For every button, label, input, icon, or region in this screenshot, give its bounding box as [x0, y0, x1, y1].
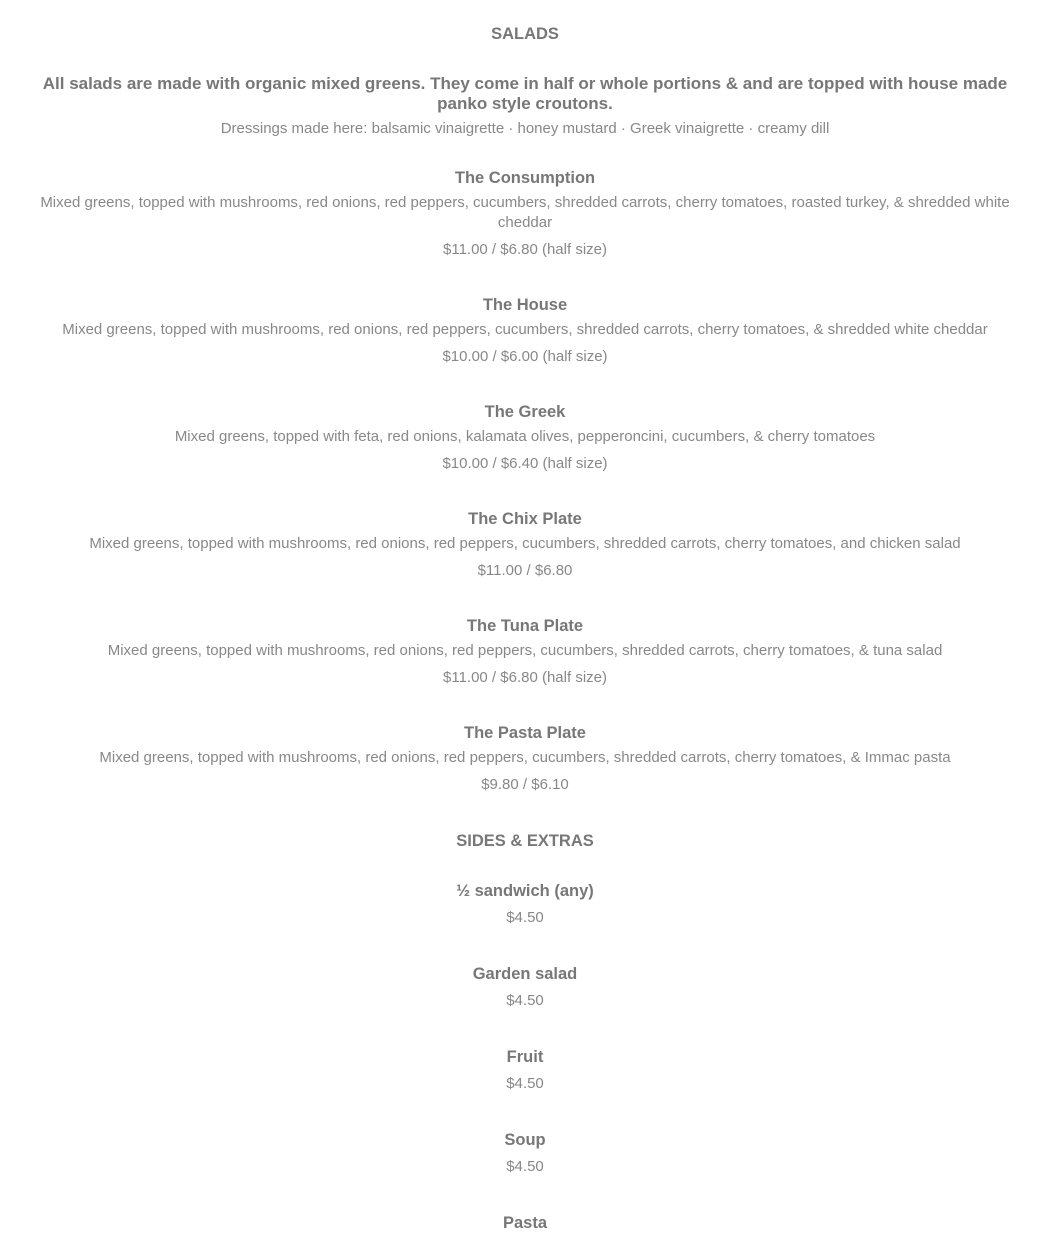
item-price: $11.00 / $6.80 (half size): [443, 669, 607, 686]
side-item: [25, 881, 1025, 928]
salads-heading: SALADS: [491, 25, 559, 43]
item-name: The Greek: [484, 403, 566, 421]
item-price: $4.50: [506, 909, 544, 926]
item-name: The Tuna Plate: [466, 617, 584, 635]
item-description: Mixed greens, topped with mushrooms, red onions, red peppers, cucumbers, shredded carrots, cherry tomatoes, & Immac pasta: [99, 749, 951, 766]
salad-item: [25, 509, 1025, 581]
item-name: Soup: [504, 1131, 546, 1149]
salad-item: [25, 295, 1025, 367]
item-name: The Pasta Plate: [464, 724, 586, 742]
item-price: $11.00 / $6.80: [477, 562, 573, 579]
item-price: $9.80 / $6.10: [481, 776, 569, 793]
salad-item: [25, 402, 1025, 474]
item-price: $10.00 / $6.00 (half size): [442, 348, 608, 365]
item-description: Mixed greens, topped with mushrooms, red onions, red peppers, cucumbers, shredded carrots, cherry tomatoes, and chicken salad: [89, 535, 961, 552]
item-name: Pasta: [502, 1214, 548, 1232]
salad-list: [25, 168, 1025, 795]
item-name: The House: [482, 296, 568, 314]
item-name: ½ sandwich (any): [456, 882, 594, 900]
item-price: $4.50: [506, 1075, 544, 1092]
item-description: Mixed greens, topped with mushrooms, red onions, red peppers, cucumbers, shredded carrots, cherry tomatoes, & tuna salad: [107, 642, 943, 659]
item-description: Mixed greens, topped with feta, red onions, kalamata olives, pepperoncini, cucumbers, & cherry tomatoes: [174, 428, 876, 445]
side-item: [25, 1130, 1025, 1177]
item-price: $4.50: [506, 992, 544, 1009]
sides-list: [25, 881, 1025, 1233]
dressings-note: Dressings made here: balsamic vinaigrette · honey mustard · Greek vinaigrette · creamy dill: [220, 120, 830, 137]
salad-item: [25, 723, 1025, 795]
item-name: Garden salad: [472, 965, 578, 983]
item-description: Mixed greens, topped with mushrooms, red onions, red peppers, cucumbers, shredded carrots, cherry tomatoes, roasted turkey, & shredded white cheddar: [40, 194, 1010, 231]
item-price: $4.50: [506, 1158, 544, 1175]
item-name: The Consumption: [454, 169, 596, 187]
item-description: Mixed greens, topped with mushrooms, red onions, red peppers, cucumbers, shredded carrots, cherry tomatoes, & shredded white cheddar: [62, 321, 988, 338]
item-name: Fruit: [506, 1048, 544, 1066]
salads-intro: All salads are made with organic mixed greens. They come in half or whole portions & and are topped with house made panko style croutons.: [42, 74, 1008, 113]
item-name: The Chix Plate: [468, 510, 582, 528]
sides-heading: SIDES & EXTRAS: [456, 832, 594, 850]
item-price: $11.00 / $6.80 (half size): [443, 241, 607, 258]
salad-item: [25, 168, 1025, 260]
side-item: [25, 964, 1025, 1011]
side-item: [25, 1047, 1025, 1094]
item-price: $10.00 / $6.40 (half size): [442, 455, 608, 472]
side-item: [25, 1213, 1025, 1233]
salad-item: [25, 616, 1025, 688]
